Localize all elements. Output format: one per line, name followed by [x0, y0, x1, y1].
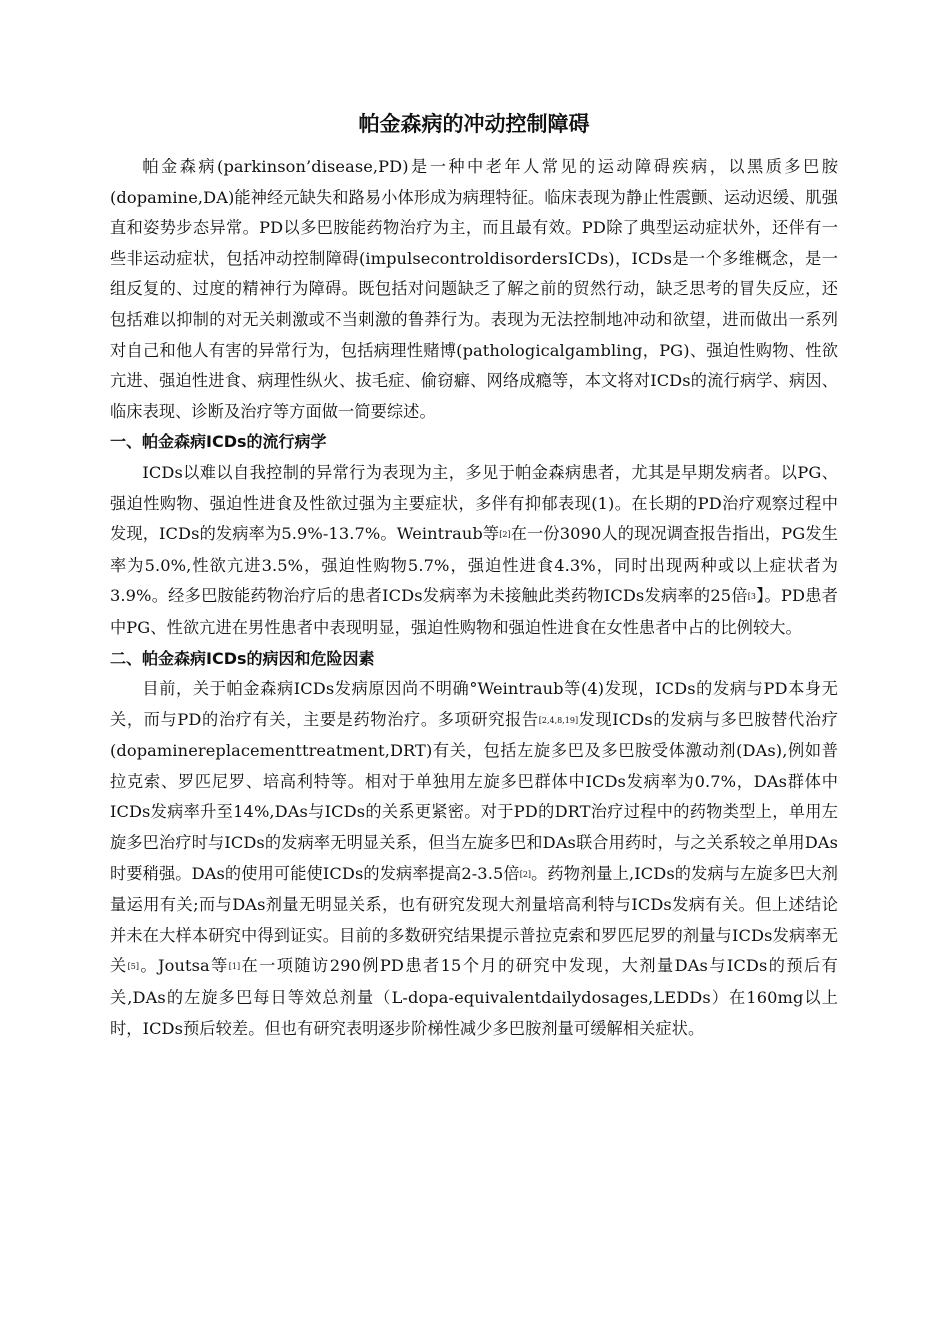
epidemiology-text-3: 】。PD患者中PG、性欲亢进在男性患者中表现明显，强迫性购物和强迫性进食在女性患者中占的比例较大。 [110, 586, 838, 637]
etiology-text-1: 目前，关于帕金森病ICDs发病原因尚不明确°Weintraub等(4)发现，ICDs的发病与PD本身无关，而与PD的治疗有关，主要是药物治疗。多项研究报告 [110, 679, 838, 729]
intro-paragraph [110, 152, 838, 427]
document-body [110, 108, 838, 1044]
etiology-text-2: 发现ICDs的发病与多巴胺替代治疗(dopaminereplacementtreatment,DRT)有关，包括左旋多巴及多巴胺受体激动剂(DAs),例如普拉克索、罗匹尼罗、培高利特等。相对于单独用左旋多巴群体中ICDs发病率为0.7%，DAs群体中ICDs发病率升至14%,DAs与ICDs的关系更紧密。对于PD的DRT治疗过程中的药物类型上，单用左旋多巴治疗时与ICDs的发病率无明显关系，但当左旋多巴和DAs联合用药时，与之关系较之单用DAs时要稍强。DAs的使用可能使ICDs的发病率提高2-3.5倍 [110, 709, 838, 883]
section-heading-etiology: 二、帕金森病ICDs的病因和危险因素 [110, 648, 375, 668]
citation-ref: [2,4,8,19] [538, 715, 579, 725]
epidemiology-text-2: 在一份3090人的现况调查报告指出，PG发生率为5.0%,性欲亢进3.5%，强迫性购物5.7%，强迫性进食4.3%，同时出现两种或以上症状者为3.9%。经多巴胺能药物治疗后的患者ICDs发病率为未接触此类药物ICDs发病率的25倍 [110, 524, 838, 606]
etiology-paragraph [110, 674, 838, 1044]
etiology-text-4: 。Joutsa等 [139, 956, 229, 976]
etiology-text-3: 。药物剂量上,ICDs的发病与左旋多巴大剂量运用有关;而与DAs剂量无明显关系，也有研究发现大剂量培高利特与ICDs发病有关。但上述结论并未在大样本研究中得到证实。目前的多数研究结果提示普拉克索和罗匹尼罗的剂量与ICDs发病率无关 [110, 863, 839, 976]
etiology-text-5: 在一项随访290例PD患者15个月的研究中发现，大剂量DAs与ICDs的预后有关,DAs的左旋多巴每日等效总剂量（L-dopa-equivalentdailydosages,LEDDs）在160mg以上时，ICDs预后较差。但也有研究表明逐步阶梯性减少多巴胺剂量可缓解相关症状。 [110, 956, 838, 1038]
section-heading-epidemiology: 一、帕金森病ICDs的流行病学 [110, 432, 327, 452]
citation-ref: [2] [499, 530, 511, 540]
citation-ref: [5] [127, 962, 139, 972]
page-title: 帕金森病的冲动控制障碍 [358, 112, 590, 136]
epidemiology-text-1: ICDs以难以自我控制的异常行为表现为主，多见于帕金森病患者，尤其是早期发病者。以PG、强迫性购物、强迫性进食及性欲过强为主要症状，多伴有抑郁表现(1)。在长期的PD治疗观察过程中发现，ICDs的发病率为5.9%-13.7%。Weintraub等 [110, 462, 838, 544]
epidemiology-paragraph [110, 458, 838, 644]
citation-ref: [3 [747, 592, 756, 602]
citation-ref: [2] [519, 869, 532, 879]
intro-text: 帕金森病(parkinson’disease,PD)是一种中老年人常见的运动障碍疾病，以黑质多巴胺(dopamine,DA)能神经元缺失和路易小体形成为病理特征。临床表现为静止性震颤、运动迟缓、肌强直和姿势步态异常。PD以多巴胺能药物治疗为主，而且最有效。PD除了典型运动症状外，还伴有一些非运动症状，包括冲动控制障碍(impulsecontroldisordersICDs)，ICDs是一个多维概念，是一组反复的、过度的精神行为障碍。既包括对问题缺乏了解之前的贸然行动，缺乏思考的冒失反应，还包括难以抑制的对无关刺激或不当刺激的鲁莽行为。表现为无法控制地冲动和欲望，进而做出一系列对自己和他人有害的异常行为，包括病理性赌博(pathologicalgambling，PG)、强迫性购物、性欲亢进、强迫性进食、病理性纵火、拔毛症、偷窃癖、网络成瘾等，本文将对ICDs的流行病学、病因、临床表现、诊断及治疗等方面做一简要综述。 [110, 157, 838, 421]
citation-ref: [1] [228, 962, 241, 972]
